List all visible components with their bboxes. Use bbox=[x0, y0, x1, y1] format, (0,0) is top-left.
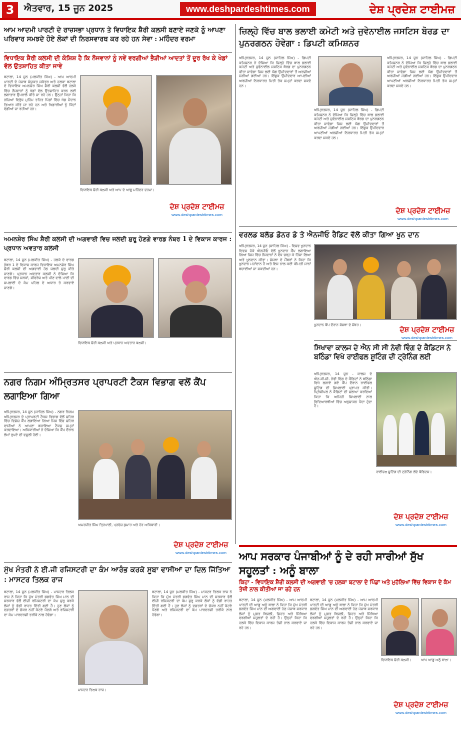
photo-avtar-kalsi bbox=[78, 258, 154, 338]
face-shape bbox=[131, 439, 145, 455]
body-shape bbox=[383, 415, 397, 455]
story-district-headline: ਜ਼ਿਲ੍ਹੇ ਵਿੱਚ ਬਾਲ ਭਲਾਈ ਕਮੇਟੀ ਅਤੇ ਜੁਵੇਨਾਈਲ ਜਸਟਿਸ ਬੋਰਡ ਦਾ ਪੁਨਰਗਠਨ ਹੋਵੇਗਾ : ਡਿਪਟੀ ਕਮਿਸ਼ਨਰ bbox=[239, 27, 450, 49]
body-shape bbox=[386, 631, 416, 656]
photo-caption-right: ਆਪ ਆਗੂ ਅਨੂੰ ਬਾਲਾ। bbox=[421, 658, 451, 662]
body-shape bbox=[191, 457, 217, 499]
turban-shape bbox=[363, 257, 379, 273]
story-khalsa-college-body: ਅੰਮ੍ਰਿਤਸਰ, 14 ਜੂਨ - ਕਾਲਜ ਦੇ ਐਨ.ਸੀ.ਸੀ. ਨੇਵੀ ਵਿੰਗ ਦੇ ਕੈਡਿਟਾਂ ਨੇ ਬਠਿੰਡਾ ਵਿਖੇ ਲਗਾਏ ਗਏ ਕੈਂਪ ਦੌਰਾਨ ਰਾਈਫਲ ਸ਼ੂਟਿੰਗ ਦੀ ਸਿਖਲਾਈ ਪ੍ਰਾਪਤ ਕੀਤੀ। ਪ੍ਰਿੰਸੀਪਲ ਨੇ ਕੈਡਿਟਾਂ ਦੀ ਸ਼ਲਾਘਾ ਕਰਦਿਆਂ ਕਿਹਾ ਕਿ ਅਜਿਹੀ ਸਿਖਲਾਈ ਨਾਲ ਵਿਦਿਆਰਥੀਆਂ ਵਿੱਚ ਅਨੁਸ਼ਾਸਨ ਪੈਦਾ ਹੁੰਦਾ ਹੈ। bbox=[314, 372, 372, 409]
body-shape bbox=[170, 305, 222, 338]
brand-tag-name: ਦੇਸ਼ ਪ੍ਰਦੇਸ਼ ਟਾਈਮਜ਼ bbox=[173, 540, 229, 549]
body-shape bbox=[329, 87, 373, 106]
brand-tag-url: www.deshpardeshtimes.com bbox=[171, 212, 223, 217]
body-shape bbox=[169, 128, 221, 185]
brand-tag bbox=[172, 540, 230, 554]
story-aap-govt-headline: ਆਪ ਸਰਕਾਰ ਪੰਜਾਬੀਆਂ ਨੂੰ ਦੇ ਰਹੀ ਸਾਰੀਆਂ ਸੁੱਖ ਸਹੂਲਤਾਂ : ਅਨੂੰ ਬਾਲਾ bbox=[239, 551, 424, 577]
story-district-body-cont: ਅੰਮ੍ਰਿਤਸਰ, 14 ਜੂਨ (ਸਾਹਿਲ ਸਿੰਘ) - ਡਿਪਟੀ ਕਮਿਸ਼ਨਰ ਨੇ ਦੱਸਿਆ ਕਿ ਜ਼ਿਲ੍ਹੇ ਵਿੱਚ ਬਾਲ ਭਲਾਈ ਕਮੇਟੀ ਅਤੇ ਜੁਵੇਨਾਈਲ ਜਸਟਿਸ ਬੋਰਡ ਦਾ ਪੁਨਰਗਠਨ ਕੀਤਾ ਜਾਵੇਗਾ ਜਿਸ ਲਈ ਯੋਗ ਉਮੀਦਵਾਰਾਂ ਤੋਂ ਅਰਜ਼ੀਆਂ ਮੰਗੀਆਂ ਗਈਆਂ ਹਨ। ਇੱਛੁਕ ਉਮੀਦਵਾਰ ਆਪਣੀਆਂ ਅਰਜ਼ੀਆਂ ਨਿਰਧਾਰਤ ਮਿਤੀ ਤੱਕ ਜਮ੍ਹਾਂ ਕਰਵਾ ਸਕਦੇ ਹਨ। bbox=[314, 108, 384, 140]
section-top-bar bbox=[239, 545, 457, 547]
story-eg-registry-body: ਬਟਾਲਾ, 14 ਜੂਨ (ਮਲਕੀਤ ਸਿੰਘ) - ਮਾਸਟਰ ਤਿਲਕ ਰਾਜ ਨੇ ਕਿਹਾ ਕਿ ਮੁੱਖ ਮੰਤਰੀ ਭਗਵੰਤ ਸਿੰਘ ਮਾਨ ਦੀ ਸਰਕਾਰ ਵੱਲੋਂ ਈਜ਼ੀ ਰਜਿਸਟਰੀ ਦਾ ਕੰਮ ਸ਼ੁਰੂ ਕਰਕੇ ਲੋਕਾਂ ਨੂੰ ਵੱਡੀ ਰਾਹਤ ਦਿੱਤੀ ਗਈ ਹੈ। ਹੁਣ ਲੋਕਾਂ ਨੂੰ ਦਫ਼ਤਰਾਂ ਦੇ ਚੱਕਰ ਨਹੀਂ ਕੱਟਣੇ ਪੈਣਗੇ ਅਤੇ ਰਜਿਸਟਰੀ ਦਾ ਕੰਮ ਪਾਰਦਰਸ਼ੀ ਤਰੀਕੇ ਨਾਲ ਹੋਵੇਗਾ। bbox=[4, 590, 74, 617]
body-shape bbox=[91, 305, 143, 338]
body-shape bbox=[426, 629, 454, 656]
photo-caption: ਮਾਸਟਰ ਤਿਲਕ ਰਾਜ। bbox=[78, 688, 107, 692]
body-shape bbox=[391, 277, 417, 320]
photo-caption: ਰਾਈਫਲ ਸ਼ੂਟਿੰਗ ਦੀ ਟ੍ਰੇਨਿੰਗ ਲੈਂਦੇ ਕੈਡਿਟਸ। bbox=[376, 470, 432, 474]
photo-sherry-kalsi bbox=[158, 258, 232, 338]
story-eg-registry-headline: ਮੁੱਖ ਮੰਤਰੀ ਨੇ ਈ.ਜੀ ਰਜਿਸਟਰੀ ਦਾ ਕੰਮ ਆਰੰਭ ਕਰਕੇ ਸੂਬਾ ਵਾਸੀਆਂ ਦਾ ਦਿਲ ਜਿੱਤਿਆ : ਮਾਸਟਰ ਤਿਲਕ ਰਾਜ bbox=[4, 565, 231, 584]
story-kalsi-road-headline: ਅਮਨਸ਼ੇਰ ਸਿੰਘ ਸ਼ੈਰੀ ਕਲਸੀ ਦੀ ਅਗਵਾਈ ਵਿਚ ਜਲਦੀ ਸ਼ੁਰੂ ਹੋਣਗੇ ਵਾਰਡ ਨੰਬਰ 1 ਦੇ ਵਿਕਾਸ ਕਾਰਜ : ਪ੍ਰਧਾਨ ਅਵਤਾਰ ਕਲਸੀ bbox=[4, 236, 232, 252]
divider bbox=[239, 226, 457, 227]
brand-tag-url: www.deshpardeshtimes.com bbox=[397, 216, 449, 221]
brand-tag-name: ਦੇਸ਼ ਪ੍ਰਦੇਸ਼ ਟਾਈਮਜ਼ bbox=[169, 202, 225, 211]
photo-blood-camp bbox=[314, 244, 457, 320]
body-shape bbox=[157, 455, 185, 499]
masthead-brand: ਦੇਸ਼ ਪ੍ਰਦੇਸ਼ ਟਾਈਮਜ਼ bbox=[369, 3, 455, 16]
brand-tag-name: ਦੇਸ਼ ਪ੍ਰਦੇਸ਼ ਟਾਈਮਜ਼ bbox=[393, 512, 449, 521]
brand-tag-name: ਦੇਸ਼ ਪ੍ਰਦੇਸ਼ ਟਾਈਮਜ਼ bbox=[393, 700, 449, 709]
face-shape bbox=[106, 102, 128, 126]
brand-tag-url: www.deshpardeshtimes.com bbox=[175, 550, 227, 555]
story-property-tax-body: ਅੰਮ੍ਰਿਤਸਰ, 14 ਜੂਨ (ਸਾਹਿਲ ਸਿੰਘ) - ਨਗਰ ਨਿਗਮ ਅੰਮ੍ਰਿਤਸਰ ਦੇ ਪ੍ਰਾਪਰਟੀ ਟੈਕਸ ਵਿਭਾਗ ਵੱਲੋਂ ਸ਼ਹਿਰ ਵਿੱਚ ਵਿਸ਼ੇਸ਼ ਕੈਂਪ ਲਗਾਇਆ ਗਿਆ ਜਿਸ ਵਿੱਚ ਸ਼ਹਿਰ ਵਾਸੀਆਂ ਨੇ ਆਪਣਾ ਬਕਾਇਆ ਟੈਕਸ ਜਮ੍ਹਾਂ ਕਰਵਾਇਆ। ਅਧਿਕਾਰੀਆਂ ਨੇ ਦੱਸਿਆ ਕਿ ਕੈਂਪ ਦੌਰਾਨ ਲੱਖਾਂ ਰੁਪਏ ਦੀ ਵਸੂਲੀ ਹੋਈ। bbox=[4, 410, 74, 437]
turban-shape bbox=[163, 437, 179, 453]
brand-tag bbox=[392, 512, 450, 526]
column-divider bbox=[235, 24, 236, 544]
body-shape bbox=[421, 275, 447, 320]
divider bbox=[314, 340, 457, 341]
issue-date: ਐਤਵਾਰ, 15 ਜੂਨ 2025 bbox=[24, 4, 114, 14]
story-aap-govt-body: ਬਟਾਲਾ, 14 ਜੂਨ (ਮਲਕੀਤ ਸਿੰਘ) - ਆਮ ਆਦਮੀ ਪਾਰਟੀ ਦੀ ਆਗੂ ਅਨੂੰ ਬਾਲਾ ਨੇ ਕਿਹਾ ਕਿ ਮੁੱਖ ਮੰਤਰੀ ਭਗਵੰਤ ਸਿੰਘ ਮਾਨ ਦੀ ਅਗਵਾਈ ਹੇਠ ਪੰਜਾਬ ਸਰਕਾਰ ਲੋਕਾਂ ਨੂੰ ਮੁਫ਼ਤ ਬਿਜਲੀ, ਸਿਹਤ ਅਤੇ ਸਿੱਖਿਆ ਵਰਗੀਆਂ ਸਹੂਲਤਾਂ ਦੇ ਰਹੀ ਹੈ। ਉਨ੍ਹਾਂ ਕਿਹਾ ਕਿ ਹਲਕੇ ਵਿੱਚ ਵਿਕਾਸ ਕਾਰਜ ਤੇਜ਼ੀ ਨਾਲ ਕਰਵਾਏ ਜਾ ਰਹੇ ਹਨ। bbox=[239, 598, 307, 630]
story-aap-govt-body-cont: ਬਟਾਲਾ, 14 ਜੂਨ (ਮਲਕੀਤ ਸਿੰਘ) - ਆਮ ਆਦਮੀ ਪਾਰਟੀ ਦੀ ਆਗੂ ਅਨੂੰ ਬਾਲਾ ਨੇ ਕਿਹਾ ਕਿ ਮੁੱਖ ਮੰਤਰੀ ਭਗਵੰਤ ਸਿੰਘ ਮਾਨ ਦੀ ਅਗਵਾਈ ਹੇਠ ਪੰਜਾਬ ਸਰਕਾਰ ਲੋਕਾਂ ਨੂੰ ਮੁਫ਼ਤ ਬਿਜਲੀ, ਸਿਹਤ ਅਤੇ ਸਿੱਖਿਆ ਵਰਗੀਆਂ ਸਹੂਲਤਾਂ ਦੇ ਰਹੀ ਹੈ। ਉਨ੍ਹਾਂ ਕਿਹਾ ਕਿ ਹਲਕੇ ਵਿੱਚ ਵਿਕਾਸ ਕਾਰਜ ਤੇਜ਼ੀ ਨਾਲ ਕਰਵਾਏ ਜਾ ਰਹੇ ਹਨ। bbox=[310, 598, 378, 630]
face-shape bbox=[432, 609, 448, 627]
divider bbox=[4, 52, 232, 53]
photo-verma-portrait bbox=[156, 75, 232, 185]
masthead bbox=[0, 0, 461, 20]
story-kalsi-road-body: ਬਟਾਲਾ, 14 ਜੂਨ (ਮਲਕੀਤ ਸਿੰਘ) - ਹਲਕੇ ਦੇ ਵਾਰਡ ਨੰਬਰ 1 ਦੇ ਵਿਕਾਸ ਕਾਰਜ ਵਿਧਾਇਕ ਅਮਨਸ਼ੇਰ ਸਿੰਘ ਸ਼ੈਰੀ ਕਲਸੀ ਦੀ ਅਗਵਾਈ ਹੇਠ ਜਲਦੀ ਸ਼ੁਰੂ ਕੀਤੇ ਜਾਣਗੇ। ਪ੍ਰਧਾਨ ਅਵਤਾਰ ਕਲਸੀ ਨੇ ਦੱਸਿਆ ਕਿ ਵਾਰਡ ਵਿੱਚ ਸੜਕਾਂ, ਸੀਵਰੇਜ ਅਤੇ ਪੀਣ ਵਾਲੇ ਪਾਣੀ ਦੀ ਸਪਲਾਈ ਦੇ ਕੰਮ ਪਹਿਲ ਦੇ ਅਧਾਰ ਤੇ ਕਰਵਾਏ ਜਾਣਗੇ। bbox=[4, 258, 74, 290]
body-shape bbox=[93, 459, 119, 499]
body-shape bbox=[357, 275, 385, 320]
story-district-body: ਅੰਮ੍ਰਿਤਸਰ, 14 ਜੂਨ (ਸਾਹਿਲ ਸਿੰਘ) - ਡਿਪਟੀ ਕਮਿਸ਼ਨਰ ਨੇ ਦੱਸਿਆ ਕਿ ਜ਼ਿਲ੍ਹੇ ਵਿੱਚ ਬਾਲ ਭਲਾਈ ਕਮੇਟੀ ਅਤੇ ਜੁਵੇਨਾਈਲ ਜਸਟਿਸ ਬੋਰਡ ਦਾ ਪੁਨਰਗਠਨ ਕੀਤਾ ਜਾਵੇਗਾ ਜਿਸ ਲਈ ਯੋਗ ਉਮੀਦਵਾਰਾਂ ਤੋਂ ਅਰਜ਼ੀਆਂ ਮੰਗੀਆਂ ਗਈਆਂ ਹਨ। ਇੱਛੁਕ ਉਮੀਦਵਾਰ ਆਪਣੀਆਂ ਅਰਜ਼ੀਆਂ ਨਿਰਧਾਰਤ ਮਿਤੀ ਤੱਕ ਜਮ੍ਹਾਂ ਕਰਵਾ ਸਕਦੇ ਹਨ। bbox=[239, 56, 311, 88]
brand-tag-url: www.deshpardeshtimes.com bbox=[395, 522, 447, 527]
brand-tag-url: www.deshpardeshtimes.com bbox=[395, 710, 447, 715]
face-shape bbox=[427, 259, 441, 275]
divider bbox=[4, 372, 232, 373]
photo-tilak-raj bbox=[78, 590, 148, 685]
body-shape bbox=[431, 413, 445, 455]
story-eg-registry-body-cont: ਬਟਾਲਾ, 14 ਜੂਨ (ਮਲਕੀਤ ਸਿੰਘ) - ਮਾਸਟਰ ਤਿਲਕ ਰਾਜ ਨੇ ਕਿਹਾ ਕਿ ਮੁੱਖ ਮੰਤਰੀ ਭਗਵੰਤ ਸਿੰਘ ਮਾਨ ਦੀ ਸਰਕਾਰ ਵੱਲੋਂ ਈਜ਼ੀ ਰਜਿਸਟਰੀ ਦਾ ਕੰਮ ਸ਼ੁਰੂ ਕਰਕੇ ਲੋਕਾਂ ਨੂੰ ਵੱਡੀ ਰਾਹਤ ਦਿੱਤੀ ਗਈ ਹੈ। ਹੁਣ ਲੋਕਾਂ ਨੂੰ ਦਫ਼ਤਰਾਂ ਦੇ ਚੱਕਰ ਨਹੀਂ ਕੱਟਣੇ ਪੈਣਗੇ ਅਤੇ ਰਜਿਸਟਰੀ ਦਾ ਕੰਮ ਪਾਰਦਰਸ਼ੀ ਤਰੀਕੇ ਨਾਲ ਹੋਵੇਗਾ। bbox=[152, 590, 232, 617]
brand-tag bbox=[168, 202, 226, 216]
body-shape bbox=[327, 275, 353, 320]
photo-ncc-cadets bbox=[376, 372, 457, 467]
brand-tag bbox=[398, 325, 456, 339]
story-khalsa-college-headline: ਸਿਖਾਵਾ ਕਾਲਜ ਦੇ ਐਨ ਸੀ ਸੀ ਨੇਵੀ ਵਿੰਗ ਦੇ ਕੈਡਿਟਸ ਨੇ ਬਠਿੰਡਾ ਵਿਖੇ ਰਾਈਫਲ ਸ਼ੂਟਿੰਗ ਦੀ ਟ੍ਰੇਨਿੰਗ ਲਈ bbox=[314, 344, 451, 362]
photo-deputy-commissioner bbox=[318, 56, 382, 106]
table-shape bbox=[79, 499, 232, 520]
body-shape bbox=[85, 641, 143, 685]
story-kalsi-office-headline: ਵਿਧਾਇਕ ਸ਼ੈਰੀ ਕਲਸੀ ਦੀ ਕੋਸ਼ਿਸ਼ ਹੈ ਕਿ ਨੌਜਵਾਨਾਂ ਨੂੰ ਨਵੇਂ ਵਰਗੀਆਂ ਭੈੜੀਆਂ ਆਦਤਾਂ ਤੋਂ ਦੂਰ ਰੱਖ ਕੇ ਖੇਡਾਂ ਵੱਲ ਉਤਸ਼ਾਹਿਤ ਕੀਤਾ ਜਾਵੇ bbox=[4, 55, 228, 70]
face-shape bbox=[393, 615, 409, 631]
body-shape bbox=[415, 411, 429, 455]
page-number: 3 bbox=[2, 2, 18, 18]
photo-caption: ਵਿਧਾਇਕ ਸ਼ੈਰੀ ਕਲਸੀ ਅਤੇ ਆਪ ਦੇ ਆਗੂ ਮਹਿੰਦਰ ਵਰਮਾ। bbox=[80, 188, 155, 192]
divider bbox=[4, 232, 232, 233]
photo-caption: ਖੂਨਦਾਨ ਕੈਂਪ ਦੌਰਾਨ ਸੰਸਥਾ ਦੇ ਮੈਂਬਰ। bbox=[314, 323, 362, 327]
body-shape bbox=[125, 455, 151, 499]
face-shape bbox=[397, 261, 411, 277]
brand-tag-name: ਦੇਸ਼ ਪ੍ਰਦੇਸ਼ ਟਾਈਮਜ਼ bbox=[395, 206, 451, 215]
story-property-tax-headline: ਨਗਰ ਨਿਗਮ ਅੰਮ੍ਰਿਤਸਰ ਪ੍ਰਾਪਰਟੀ ਟੈਕਸ ਵਿਭਾਗ ਵਲੋਂ ਕੈਂਪ ਲਗਾਇਆ ਗਿਆ bbox=[4, 377, 206, 402]
website-link[interactable]: www.deshpardeshtimes.com bbox=[180, 2, 316, 16]
story-aap-govt-subheadline: ਕਿਹਾ - ਵਿਧਾਇਕ ਸ਼ੈਰੀ ਕਲਸੀ ਦੀ ਅਗਵਾਈ 'ਚ ਹਲਕਾ ਬਟਾਲਾ ਦੇ ਪਿੰਡਾਂ ਅਤੇ ਮੁਹੱਲਿਆਂ ਵਿੱਚ ਵਿਕਾਸ ਦੇ ਕੰਮ ਤੇਜ਼ੀ ਨਾਲ ਕੀਤੀਆਂ ਜਾ ਰਹੇ ਹਨ bbox=[239, 580, 451, 594]
face-shape bbox=[106, 281, 128, 303]
photo-kalsi-portrait bbox=[80, 75, 152, 185]
story-kalsi-office-body: ਬਟਾਲਾ, 14 ਜੂਨ (ਮਲਕੀਤ ਸਿੰਘ) - ਆਮ ਆਦਮੀ ਪਾਰਟੀ ਦੇ ਪੰਜਾਬ ਸੰਯੁਕਤ ਸਕੱਤਰ ਅਤੇ ਹਲਕਾ ਬਟਾਲਾ ਦੇ ਵਿਧਾਇਕ ਅਮਨਸ਼ੇਰ ਸਿੰਘ ਸ਼ੈਰੀ ਕਲਸੀ ਵੱਲੋਂ ਹਲਕੇ ਵਿੱਚ ਨੌਜਵਾਨਾਂ ਨੂੰ ਖੇਡਾਂ ਵੱਲ ਉਤਸ਼ਾਹਿਤ ਕਰਨ ਲਈ ਲਗਾਤਾਰ ਉਪਰਾਲੇ ਕੀਤੇ ਜਾ ਰਹੇ ਹਨ। ਉਨ੍ਹਾਂ ਕਿਹਾ ਕਿ ਨਸ਼ਿਆਂ ਵਿਰੁੱਧ ਮੁਹਿੰਮ ਤਹਿਤ ਪਿੰਡਾਂ ਵਿੱਚ ਖੇਡ ਮੈਦਾਨ ਤਿਆਰ ਕੀਤੇ ਜਾ ਰਹੇ ਹਨ ਅਤੇ ਖਿਡਾਰੀਆਂ ਨੂੰ ਕਿੱਟਾਂ ਵੰਡੀਆਂ ਜਾ ਰਹੀਆਂ ਹਨ। bbox=[4, 75, 76, 112]
photo-anu-bala bbox=[421, 598, 457, 656]
brand-tag bbox=[394, 206, 452, 220]
photo-caption: ਅਮਰਜੀਤ ਸਿੰਘ ਤ੍ਰਿਪਾਠੀ, ਪ੍ਰਵੇਸ਼ ਕੁਮਾਰ ਅਤੇ ਹੋਰ ਅਧਿਕਾਰੀ। bbox=[78, 523, 160, 527]
face-shape bbox=[99, 443, 113, 459]
story-aap-headline: ਆਮ ਆਦਮੀ ਪਾਰਟੀ ਦੇ ਰਾਜ਼ਸਭਾ ਪ੍ਰਧਾਨ ਤੇ ਵਿਧਾਇਕ ਸ਼ੈਰੀ ਕਲਸੀ ਬਣਾਏ ਜਣਕੇ ਨੂੰ ਆਪਣਾ ਪਰਿਵਾਰ ਸਮਝਦੇ ਹੋਏ ਲੋਕਾਂ ਦੀ ਨਿਰਸਵਾਰਥ ਕਰ ਰਹੇ ਹਨ ਸੇਵਾ : ਮਹਿੰਦਰ ਵਰਮਾ bbox=[4, 26, 226, 43]
story-blood-donor-body: ਅੰਮ੍ਰਿਤਸਰ, 14 ਜੂਨ (ਸਾਹਿਲ ਸਿੰਘ) - ਵਿਸ਼ਵ ਖੂਨਦਾਨ ਦਿਵਸ ਮੌਕੇ ਐਨਜੀਓ ਵੱਲੋਂ ਖੂਨਦਾਨ ਕੈਂਪ ਲਗਾਇਆ ਗਿਆ ਜਿਸ ਵਿੱਚ ਨੌਜਵਾਨਾਂ ਨੇ ਵੱਧ ਚੜ੍ਹ ਕੇ ਹਿੱਸਾ ਲਿਆ ਅਤੇ ਖੂਨਦਾਨ ਕੀਤਾ। ਸੰਸਥਾ ਦੇ ਮੈਂਬਰਾਂ ਨੇ ਕਿਹਾ ਕਿ ਖੂਨਦਾਨ ਮਹਾਂਦਾਨ ਹੈ ਅਤੇ ਇਸ ਨਾਲ ਕਈ ਕੀਮਤੀ ਜਾਨਾਂ ਬਚਾਈਆਂ ਜਾ ਸਕਦੀਆਂ ਹਨ। bbox=[239, 244, 311, 271]
face-shape bbox=[197, 441, 211, 457]
face-shape bbox=[183, 98, 207, 126]
brand-tag-url: www.deshpardeshtimes.com bbox=[401, 335, 453, 340]
brand-tag-name: ਦੇਸ਼ ਪ੍ਰਦੇਸ਼ ਟਾਈਮਜ਼ bbox=[399, 325, 455, 334]
divider bbox=[4, 562, 232, 563]
body-shape bbox=[399, 413, 413, 455]
brand-tag bbox=[392, 700, 450, 714]
photo-kalsi-small bbox=[381, 598, 419, 656]
ground-shape bbox=[377, 455, 457, 467]
photo-caption-left: ਵਿਧਾਇਕ ਸ਼ੈਰੀ ਕਲਸੀ। bbox=[381, 658, 412, 662]
photo-tax-camp bbox=[78, 410, 232, 520]
story-blood-donor-headline: ਵਰਲਡ ਬਲੱਡ ਡੋਨਰ ਡੇ ਤੇ ਐਨਜੀਓ ਰੈਡਿਟ ਵੱਲੋਂ ਕੀਤਾ ਗਿਆ ਖੂਨ ਦਾਨ bbox=[239, 230, 420, 239]
face-shape bbox=[185, 281, 207, 303]
body-shape bbox=[91, 130, 143, 185]
face-shape bbox=[99, 605, 129, 639]
face-shape bbox=[339, 63, 363, 89]
photo-caption: ਵਿਧਾਇਕ ਸ਼ੈਰੀ ਕਲਸੀ ਅਤੇ ਪ੍ਰਧਾਨ ਅਵਤਾਰ ਕਲਸੀ। bbox=[78, 341, 147, 345]
story-district-body-right: ਅੰਮ੍ਰਿਤਸਰ, 14 ਜੂਨ (ਸਾਹਿਲ ਸਿੰਘ) - ਡਿਪਟੀ ਕਮਿਸ਼ਨਰ ਨੇ ਦੱਸਿਆ ਕਿ ਜ਼ਿਲ੍ਹੇ ਵਿੱਚ ਬਾਲ ਭਲਾਈ ਕਮੇਟੀ ਅਤੇ ਜੁਵੇਨਾਈਲ ਜਸਟਿਸ ਬੋਰਡ ਦਾ ਪੁਨਰਗਠਨ ਕੀਤਾ ਜਾਵੇਗਾ ਜਿਸ ਲਈ ਯੋਗ ਉਮੀਦਵਾਰਾਂ ਤੋਂ ਅਰਜ਼ੀਆਂ ਮੰਗੀਆਂ ਗਈਆਂ ਹਨ। ਇੱਛੁਕ ਉਮੀਦਵਾਰ ਆਪਣੀਆਂ ਅਰਜ਼ੀਆਂ ਨਿਰਧਾਰਤ ਮਿਤੀ ਤੱਕ ਜਮ੍ਹਾਂ ਕਰਵਾ ਸਕਦੇ ਹਨ। bbox=[387, 56, 457, 88]
face-shape bbox=[333, 259, 347, 275]
